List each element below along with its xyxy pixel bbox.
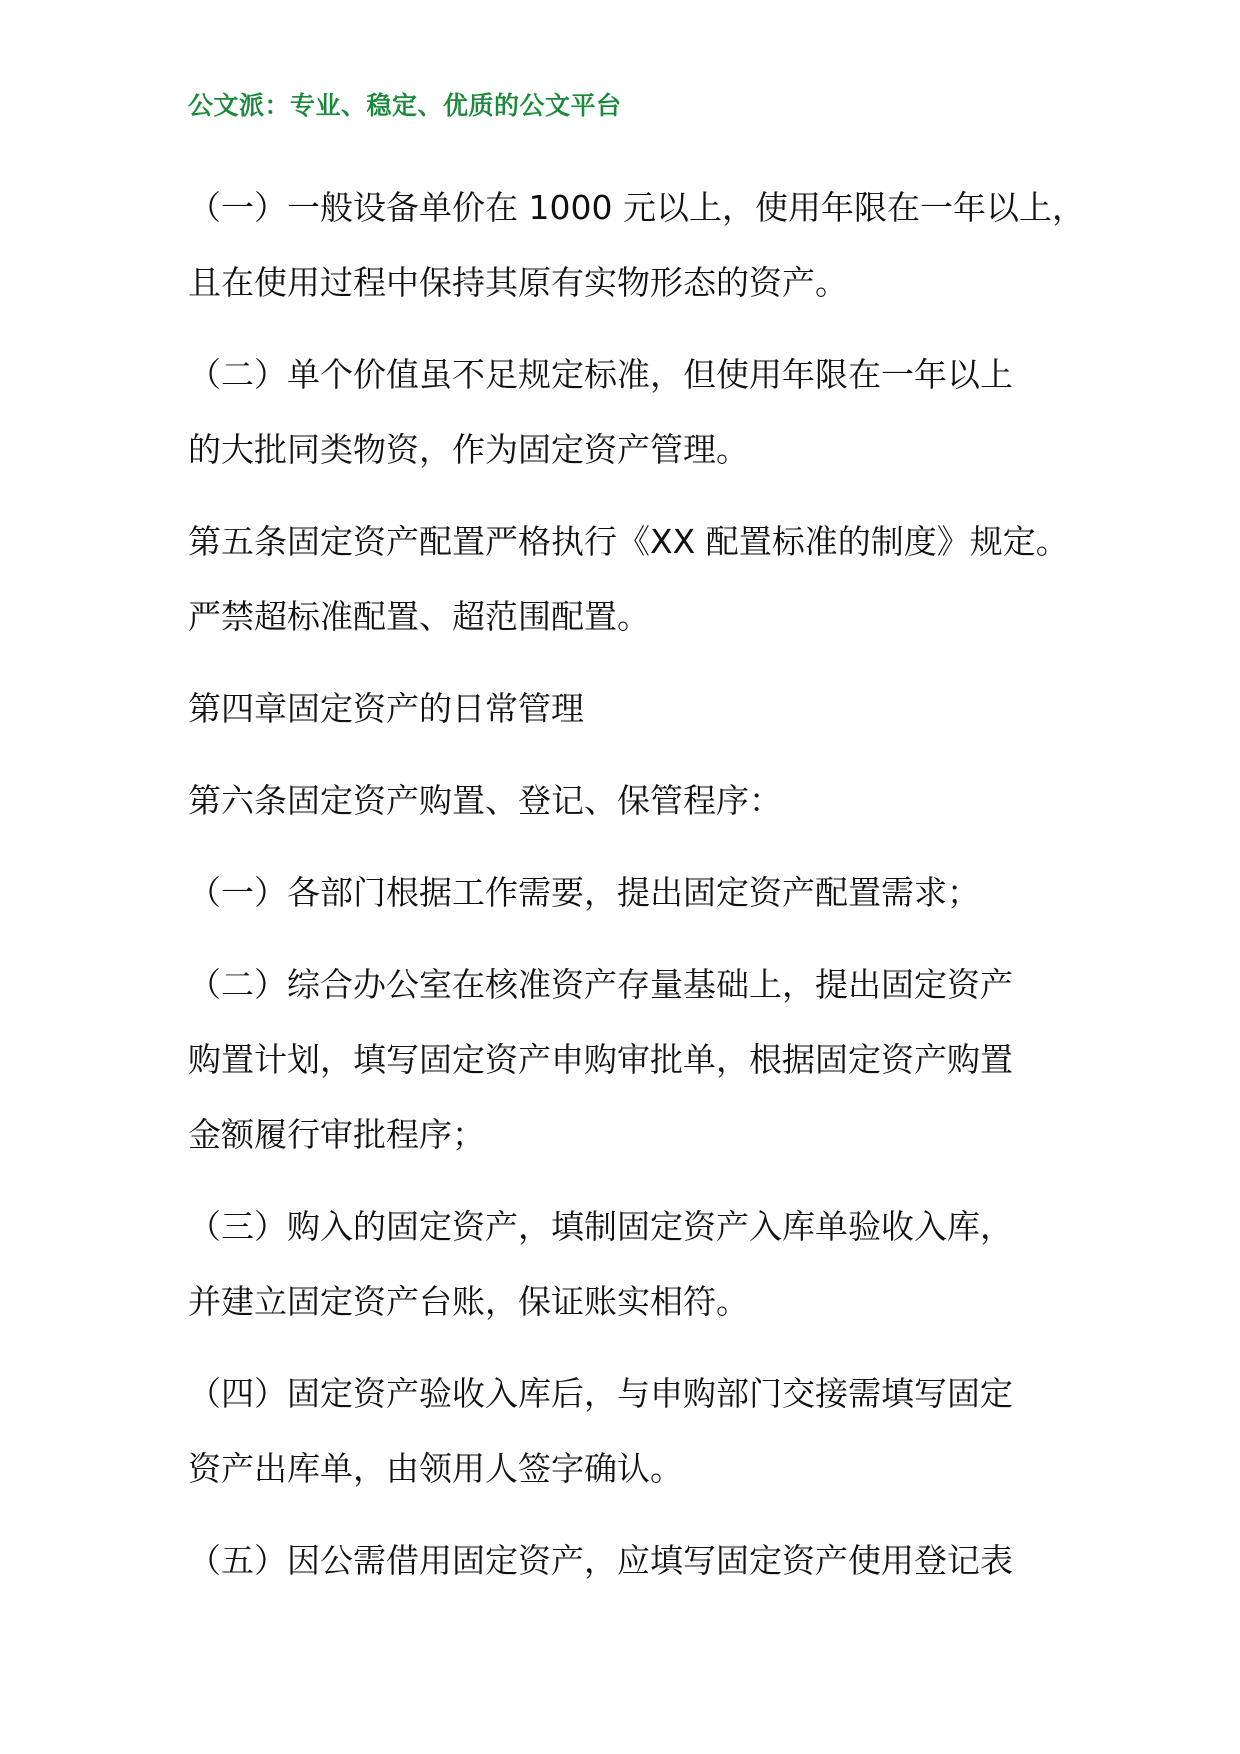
document-body <box>188 170 1108 1615</box>
text-line: 第四章固定资产的日常管理 <box>188 689 584 728</box>
paragraph <box>188 504 1108 654</box>
chapter-heading <box>188 671 1108 746</box>
paragraph <box>188 1189 1108 1339</box>
text-line: （一）各部门根据工作需要，提出固定资产配置需求； <box>188 873 980 912</box>
text-line: （二）综合办公室在核准资产存量基础上，提出固定资产 <box>188 965 1013 1004</box>
text-line: 金额履行审批程序； <box>188 1115 485 1154</box>
paragraph <box>188 1523 1108 1598</box>
paragraph <box>188 1356 1108 1506</box>
paragraph <box>188 337 1108 487</box>
text-line: （五）因公需借用固定资产，应填写固定资产使用登记表 <box>188 1541 1013 1580</box>
text-line: 并建立固定资产台账，保证账实相符。 <box>188 1282 749 1321</box>
paragraph <box>188 947 1108 1172</box>
text-line: （一）一般设备单价在 1000 元以上，使用年限在一年以上， <box>188 188 1085 227</box>
text-line: 且在使用过程中保持其原有实物形态的资产。 <box>188 263 848 302</box>
text-line: （四）固定资产验收入库后，与申购部门交接需填写固定 <box>188 1374 1013 1413</box>
text-line: （三）购入的固定资产，填制固定资产入库单验收入库， <box>188 1207 1013 1246</box>
article-heading <box>188 763 1108 838</box>
text-line: （二）单个价值虽不足规定标准，但使用年限在一年以上 <box>188 355 1013 394</box>
text-line: 资产出库单，由领用人签字确认。 <box>188 1449 683 1488</box>
text-line: 的大批同类物资，作为固定资产管理。 <box>188 430 749 469</box>
paragraph <box>188 170 1108 320</box>
header-brand: 公文派：专业、稳定、优质的公文平台 <box>188 91 622 120</box>
paragraph <box>188 855 1108 930</box>
text-line: 第五条固定资产配置严格执行《XX 配置标准的制度》规定。 <box>188 522 1069 561</box>
text-line: 严禁超标准配置、超范围配置。 <box>188 597 650 636</box>
text-line: 购置计划，填写固定资产申购审批单，根据固定资产购置 <box>188 1040 1013 1079</box>
text-line: 第六条固定资产购置、登记、保管程序： <box>188 781 782 820</box>
